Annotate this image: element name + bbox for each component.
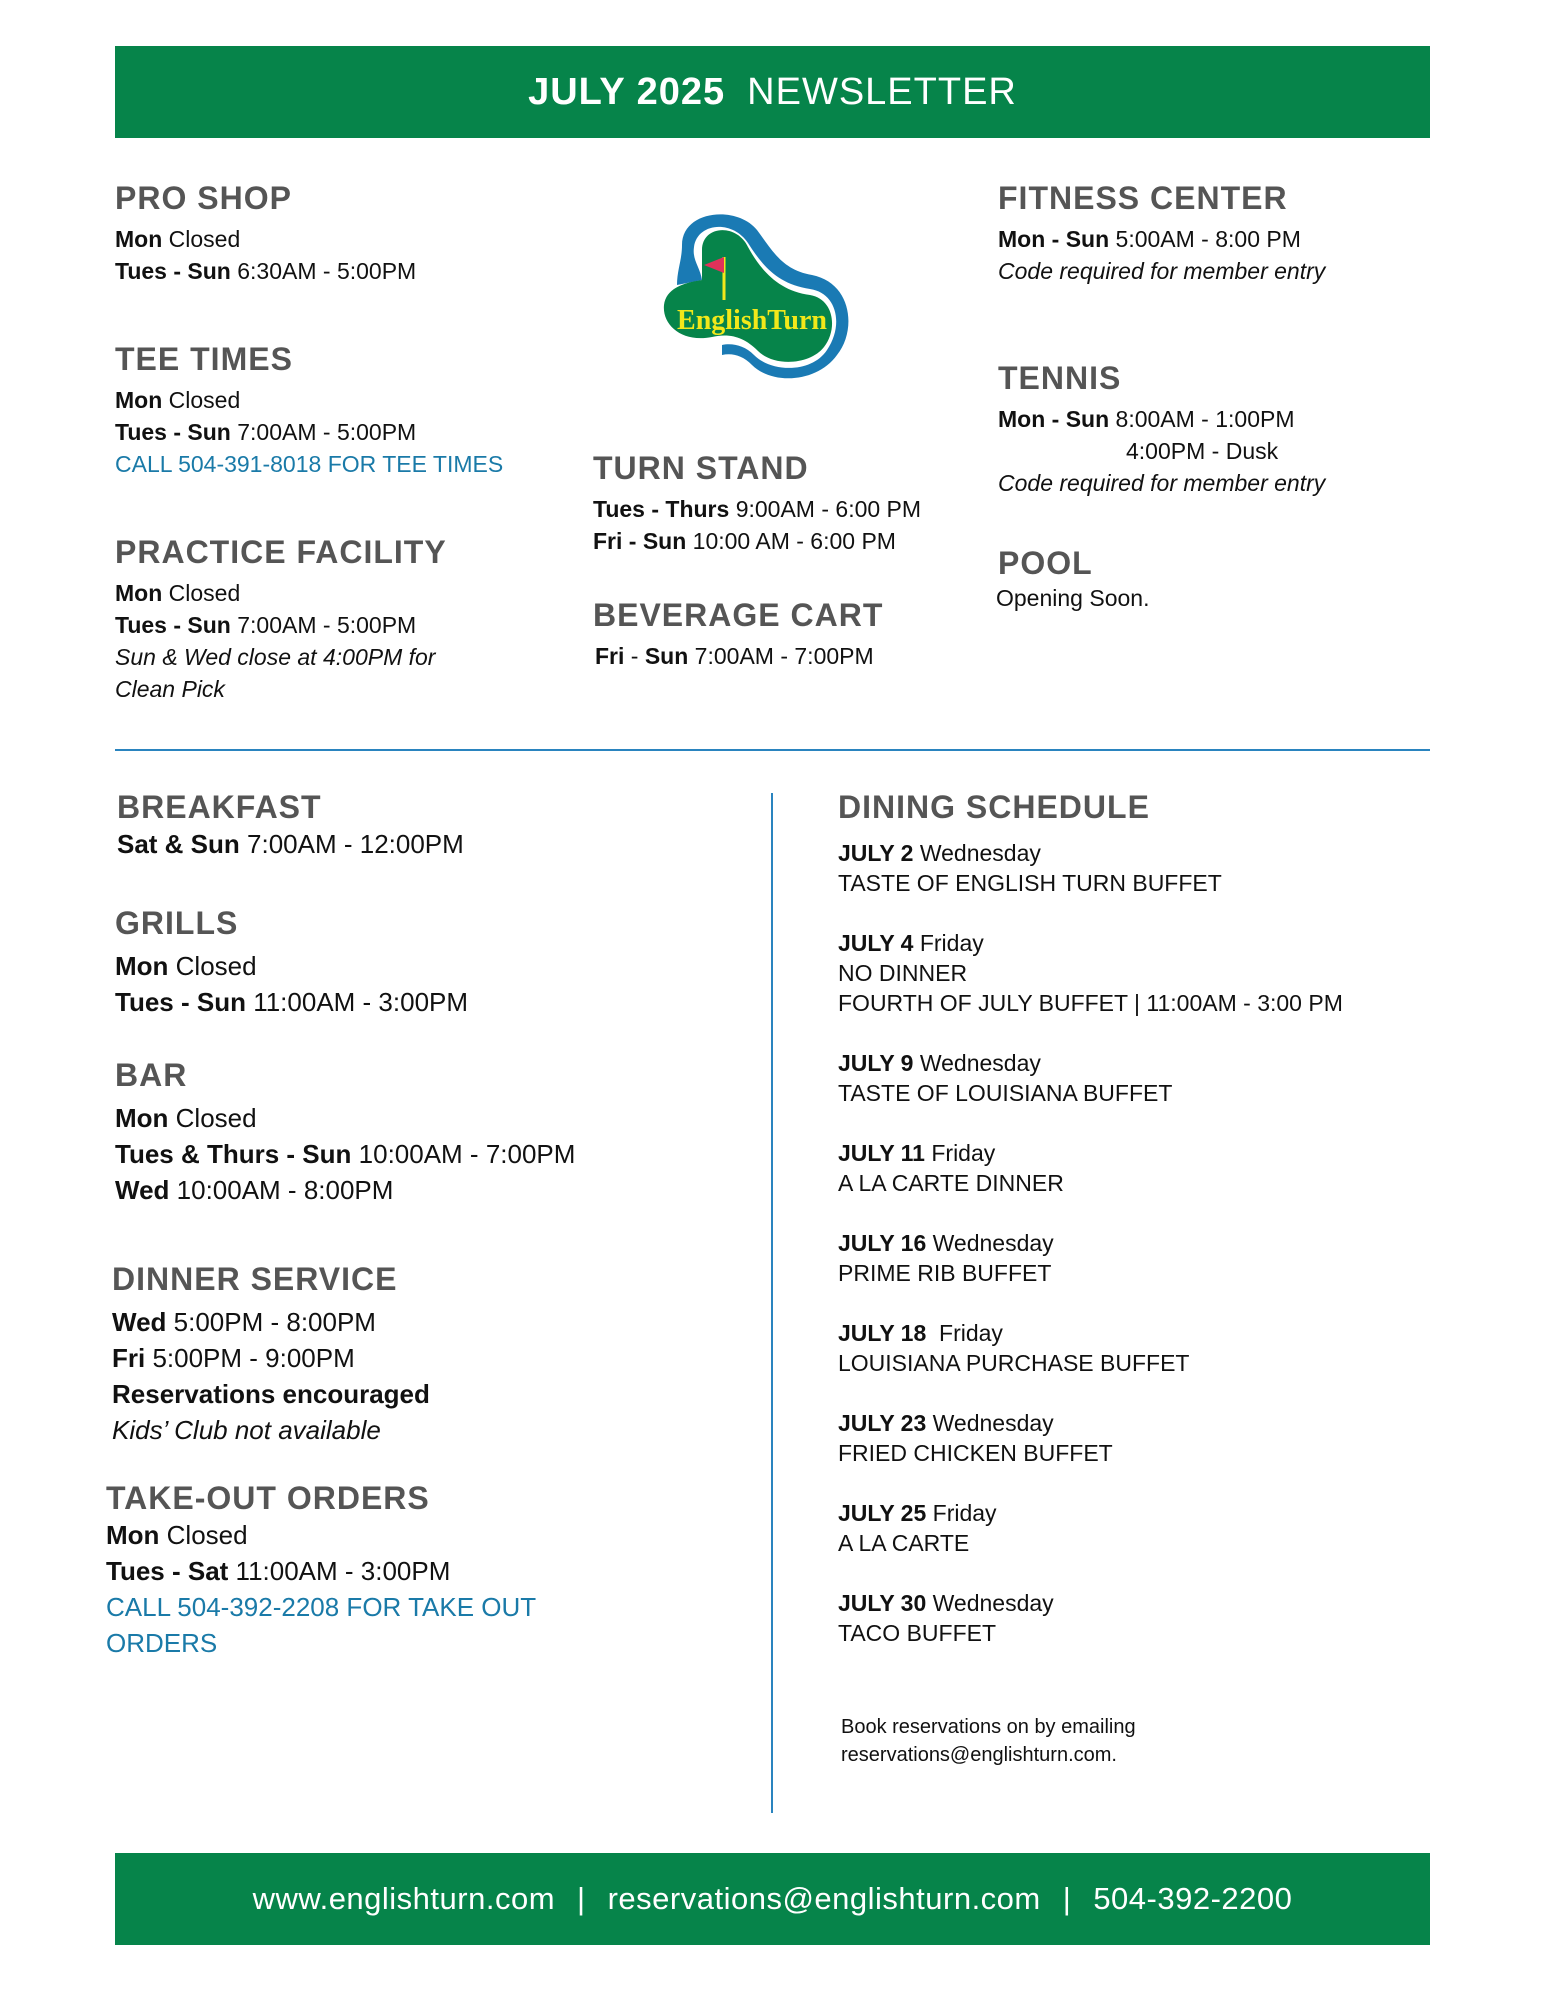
bar-row — [115, 1136, 575, 1172]
dining-event-date — [838, 1588, 1343, 1618]
tee-times-row — [115, 416, 503, 448]
grills-row — [115, 948, 468, 984]
dinner-note: Kids’ Club not available — [112, 1415, 381, 1445]
row-hours: Closed — [168, 951, 257, 981]
fitness-title: FITNESS CENTER — [998, 180, 1288, 216]
row-days: Tues & Thurs - Sun — [115, 1139, 352, 1169]
row-days: Sun — [644, 643, 689, 669]
dining-event-date — [838, 1498, 1343, 1528]
dining-event-date — [838, 1408, 1343, 1438]
row-hours: Closed — [162, 387, 241, 413]
practice-note: Clean Pick — [115, 676, 225, 702]
pool-title: POOL — [998, 545, 1093, 581]
grills-row — [115, 984, 468, 1020]
event-day: Friday — [926, 1320, 1003, 1346]
event-date: JULY 4 — [838, 930, 914, 956]
breakfast-title: BREAKFAST — [117, 789, 322, 825]
pro-shop-row — [115, 223, 416, 255]
dining-event-date — [838, 1138, 1343, 1168]
tennis-row-2: 4:00PM - Dusk — [1126, 438, 1279, 464]
grills-section — [115, 905, 468, 1020]
grills-title: GRILLS — [115, 905, 239, 941]
event-date: JULY 30 — [838, 1590, 927, 1616]
tennis-row — [998, 403, 1325, 435]
pro-shop-title: PRO SHOP — [115, 180, 292, 216]
row-days: Mon — [115, 951, 169, 981]
dinner-row — [112, 1340, 430, 1376]
column-divider — [771, 793, 773, 1813]
beverage-cart-title: BEVERAGE CART — [593, 597, 884, 633]
event-date: JULY 23 — [838, 1410, 927, 1436]
dining-event-date — [838, 838, 1343, 868]
dining-event-date — [838, 928, 1343, 958]
header-title: NEWSLETTER — [747, 70, 1017, 113]
footer-phone[interactable]: 504-392-2200 — [1093, 1881, 1293, 1916]
turn-stand-section — [593, 450, 921, 557]
row-hours: 5:00AM - 8:00 PM — [1109, 226, 1301, 252]
row-hours: 9:00AM - 6:00 PM — [729, 496, 922, 522]
row-hours: 11:00AM - 3:00PM — [245, 987, 469, 1017]
event-day: Wednesday — [913, 840, 1041, 866]
dinner-title: DINNER SERVICE — [112, 1261, 398, 1297]
footer-separator: | — [577, 1881, 586, 1916]
row-days: Tues - Sat — [106, 1556, 229, 1586]
dining-event-date — [838, 1048, 1343, 1078]
takeout-row — [106, 1517, 536, 1553]
practice-note: Sun & Wed close at 4:00PM for — [115, 644, 436, 670]
logo-text: EnglishTurn — [677, 305, 827, 336]
row-days: Sat & Sun — [117, 829, 240, 859]
takeout-phone-link[interactable]: CALL 504-392-2208 FOR TAKE OUT — [106, 1592, 537, 1622]
dining-event-description: TASTE OF LOUISIANA BUFFET — [838, 1080, 1173, 1106]
dining-event-description: TACO BUFFET — [838, 1620, 997, 1646]
practice-row — [115, 577, 447, 609]
row-days: Wed — [112, 1307, 167, 1337]
tee-times-phone-link[interactable]: CALL 504-391-8018 FOR TEE TIMES — [115, 451, 504, 477]
footer-website-link[interactable]: www.englishturn.com — [252, 1881, 556, 1916]
row-days: Mon — [115, 580, 163, 606]
event-day: Wednesday — [926, 1410, 1054, 1436]
reservation-note — [841, 1713, 1136, 1769]
event-day: Friday — [924, 1140, 996, 1166]
row-hours: Closed — [168, 1103, 257, 1133]
practice-facility-title: PRACTICE FACILITY — [115, 534, 447, 570]
dining-event-description: LOUISIANA PURCHASE BUFFET — [838, 1350, 1190, 1376]
dining-event-description: FRIED CHICKEN BUFFET — [838, 1440, 1113, 1466]
dining-event — [838, 1498, 1343, 1558]
row-days: Tues - Sun — [115, 987, 246, 1017]
pool-text: Opening Soon. — [996, 585, 1150, 611]
row-sep: - — [624, 643, 645, 669]
practice-facility-section — [115, 534, 447, 705]
event-day: Wednesday — [926, 1230, 1054, 1256]
bar-row — [115, 1100, 575, 1136]
bar-section — [115, 1057, 575, 1208]
takeout-phone-link-cont[interactable]: ORDERS — [106, 1628, 218, 1658]
tennis-title: TENNIS — [998, 360, 1122, 396]
row-hours: 6:30AM - 5:00PM — [230, 258, 417, 284]
row-days: Mon - Sun — [998, 406, 1110, 432]
row-days: Tues - Sun — [115, 612, 231, 638]
pro-shop-row — [115, 255, 416, 287]
dining-event-description: FOURTH OF JULY BUFFET | 11:00AM - 3:00 PM — [838, 990, 1343, 1016]
tee-times-section — [115, 341, 503, 480]
turn-stand-row — [593, 525, 921, 557]
event-date: JULY 16 — [838, 1230, 927, 1256]
dining-event — [838, 1228, 1343, 1288]
dining-event-description: PRIME RIB BUFFET — [838, 1260, 1052, 1286]
row-hours: 8:00AM - 1:00PM — [1109, 406, 1295, 432]
event-date: JULY 25 — [838, 1500, 927, 1526]
dinner-row — [112, 1304, 430, 1340]
event-date: JULY 2 — [838, 840, 914, 866]
english-turn-logo — [652, 205, 857, 395]
breakfast-row — [117, 826, 464, 862]
dining-event-date — [838, 1318, 1343, 1348]
takeout-row — [106, 1553, 536, 1589]
row-days: Tues - Sun — [115, 419, 231, 445]
dining-event-description: A LA CARTE — [838, 1530, 970, 1556]
turn-stand-row — [593, 493, 921, 525]
event-date: JULY 11 — [838, 1140, 925, 1166]
row-days: Fri — [595, 643, 625, 669]
row-days: Mon — [115, 226, 163, 252]
row-hours: 7:00AM - 7:00PM — [688, 643, 874, 669]
event-day: Wednesday — [926, 1590, 1054, 1616]
tee-times-title: TEE TIMES — [115, 341, 293, 377]
pro-shop-section — [115, 180, 416, 287]
beverage-cart-section — [593, 597, 883, 672]
dining-event — [838, 1408, 1343, 1468]
dining-event-description: NO DINNER — [838, 960, 968, 986]
row-hours: 10:00AM - 8:00PM — [169, 1175, 394, 1205]
event-day: Friday — [926, 1500, 997, 1526]
row-hours: 5:00PM - 9:00PM — [145, 1343, 355, 1373]
event-day: Wednesday — [913, 1050, 1041, 1076]
row-hours: 7:00AM - 5:00PM — [230, 419, 417, 445]
reservation-email[interactable]: reservations@englishturn.com. — [841, 1744, 1117, 1766]
reservation-note-line: Book reservations on by emailing — [841, 1716, 1136, 1738]
row-days: Fri — [112, 1343, 146, 1373]
row-days: Mon - Sun — [998, 226, 1110, 252]
newsletter-header — [115, 46, 1430, 138]
fitness-row — [998, 223, 1325, 255]
dining-event — [838, 1048, 1343, 1108]
row-hours: 7:00AM - 12:00PM — [239, 829, 464, 859]
row-hours: Closed — [162, 226, 241, 252]
event-date: JULY 9 — [838, 1050, 914, 1076]
header-date: JULY 2025 — [528, 70, 726, 113]
row-hours: Closed — [159, 1520, 248, 1550]
dining-event-description: A LA CARTE DINNER — [838, 1170, 1064, 1196]
row-days: Mon — [115, 1103, 169, 1133]
fitness-center-section — [998, 180, 1325, 287]
footer-separator: | — [1062, 1881, 1072, 1916]
dining-schedule-section — [838, 789, 1343, 1678]
row-hours: 10:00AM - 7:00PM — [351, 1139, 576, 1169]
dining-title: DINING SCHEDULE — [838, 789, 1150, 825]
row-hours: 5:00PM - 8:00PM — [166, 1307, 376, 1337]
dinner-reservations: Reservations encouraged — [112, 1379, 430, 1409]
dining-event-list — [838, 838, 1343, 1648]
pool-section — [998, 545, 1149, 614]
row-days: Tues - Thurs — [593, 496, 730, 522]
row-hours: 7:00AM - 5:00PM — [230, 612, 417, 638]
bar-title: BAR — [115, 1057, 188, 1093]
row-hours: 10:00 AM - 6:00 PM — [686, 528, 896, 554]
tee-times-row — [115, 384, 503, 416]
row-days: Mon — [106, 1520, 160, 1550]
dining-event-date — [838, 1228, 1343, 1258]
beverage-cart-row — [593, 640, 883, 672]
dining-event — [838, 1138, 1343, 1198]
tennis-note: Code required for member entry — [998, 470, 1326, 496]
row-hours: Closed — [162, 580, 241, 606]
bar-row — [115, 1172, 575, 1208]
footer-email-link[interactable]: reservations@englishturn.com — [607, 1881, 1041, 1916]
section-divider — [115, 749, 1430, 751]
fitness-note: Code required for member entry — [998, 258, 1326, 284]
dinner-service-section — [112, 1261, 430, 1448]
row-days: Mon — [115, 387, 163, 413]
turn-stand-title: TURN STAND — [593, 450, 809, 486]
dining-event — [838, 928, 1343, 1018]
dining-event — [838, 1588, 1343, 1648]
dining-event — [838, 838, 1343, 898]
dining-event — [838, 1318, 1343, 1378]
row-days: Wed — [115, 1175, 170, 1205]
row-days: Fri - Sun — [593, 528, 687, 554]
newsletter-footer — [115, 1853, 1430, 1945]
dining-event-description: TASTE OF ENGLISH TURN BUFFET — [838, 870, 1222, 896]
event-day: Friday — [913, 930, 984, 956]
row-days: Tues - Sun — [115, 258, 231, 284]
takeout-section — [106, 1480, 536, 1661]
tennis-section — [998, 360, 1325, 499]
takeout-title: TAKE-OUT ORDERS — [106, 1480, 430, 1516]
practice-row — [115, 609, 447, 641]
row-hours: 11:00AM - 3:00PM — [228, 1556, 451, 1586]
event-date: JULY 18 — [838, 1320, 927, 1346]
breakfast-section — [117, 789, 464, 862]
